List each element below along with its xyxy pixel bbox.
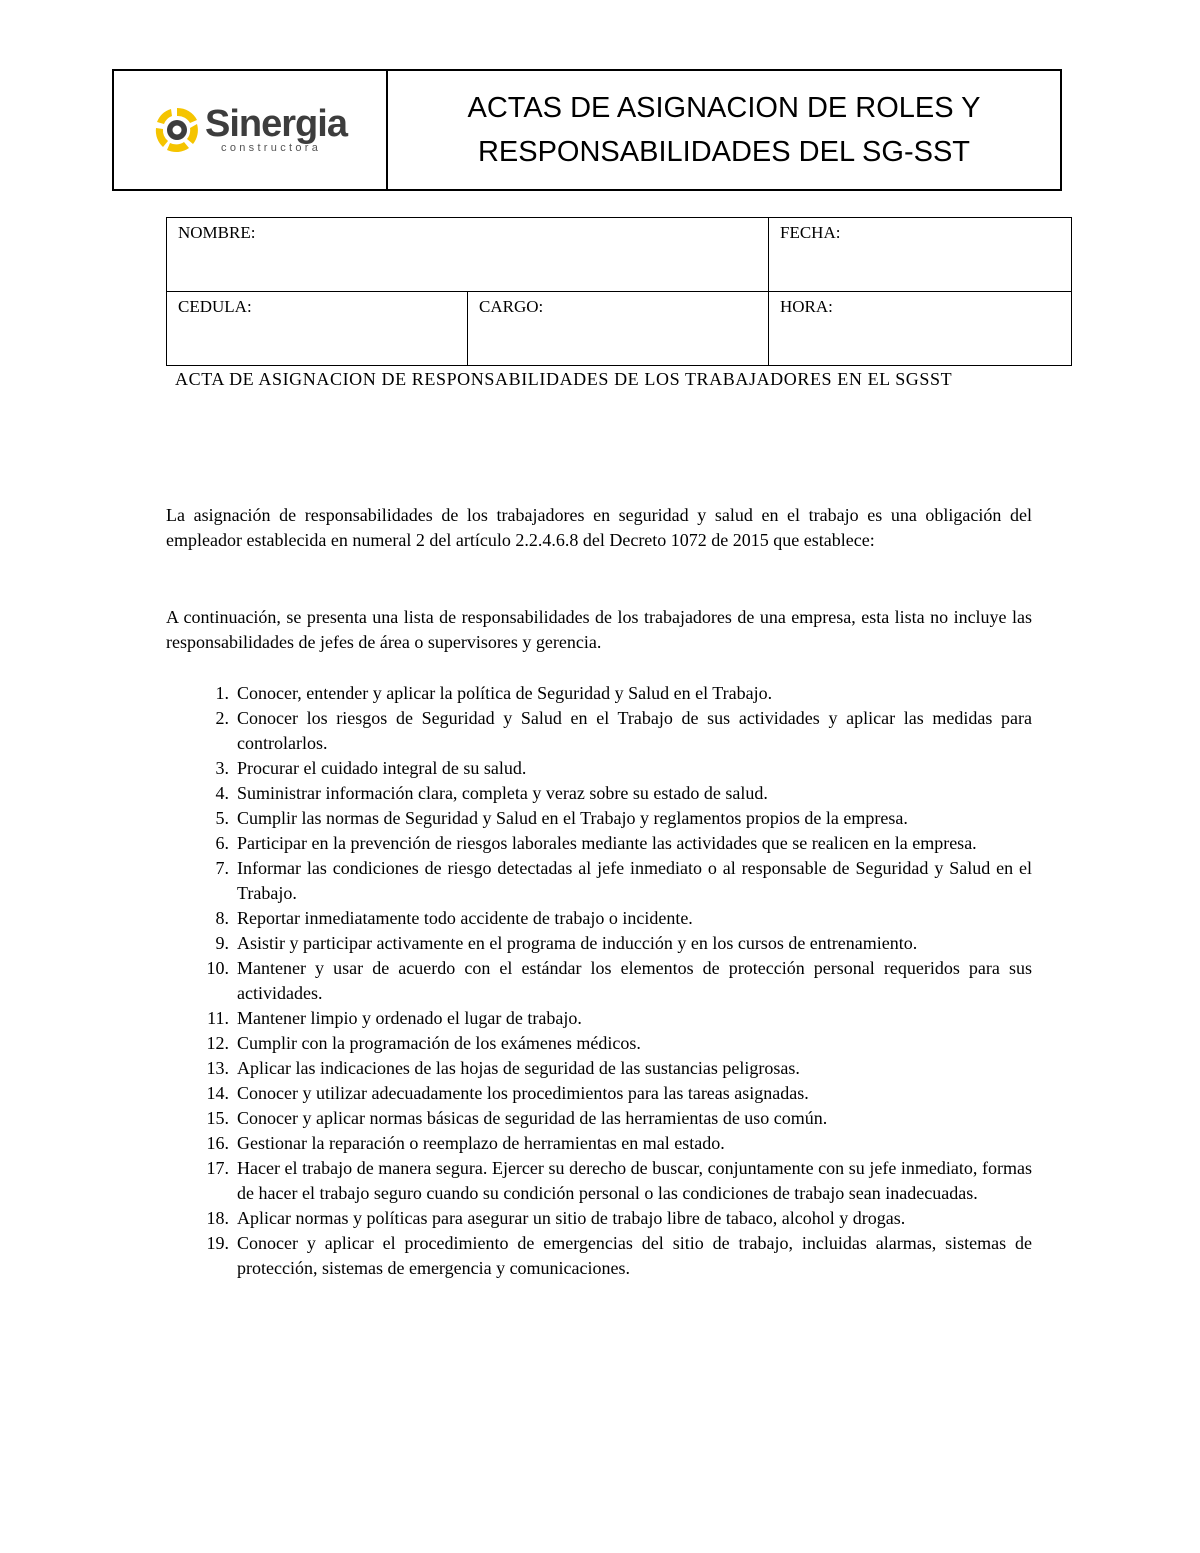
list-item-text: Conocer los riesgos de Seguridad y Salud en el Trabajo de sus actividades y aplicar las medidas para controlarlos. xyxy=(237,708,1032,753)
section-heading xyxy=(166,367,1032,392)
list-item-text: Conocer y aplicar el procedimiento de emergencias del sitio de trabajo, incluidas alarmas, sistemas de protección, sistemas de emergencia y comunicaciones. xyxy=(237,1233,1032,1278)
list-item-number: 16. xyxy=(206,1133,229,1153)
list-item xyxy=(166,906,1032,931)
list-item xyxy=(166,781,1032,806)
cedula-label: CEDULA: xyxy=(178,297,252,316)
list-item-number: 7. xyxy=(215,858,229,878)
list-item xyxy=(166,956,1032,1006)
list-item xyxy=(166,681,1032,706)
list-intro-paragraph: A continuación, se presenta una lista de responsabilidades de los trabajadores de una empresa, esta lista no incluye las responsabilidades de jefes de área o supervisores y gerencia. xyxy=(166,607,1032,652)
document-title xyxy=(467,86,980,174)
list-item xyxy=(166,1206,1032,1231)
sinergia-logo-icon xyxy=(153,104,201,156)
list-item xyxy=(166,706,1032,756)
title-line-2: RESPONSABILIDADES DEL SG-SST xyxy=(477,136,971,168)
list-item xyxy=(166,1081,1032,1106)
list-item-text: Cumplir las normas de Seguridad y Salud en el Trabajo y reglamentos propios de la empresa. xyxy=(237,808,908,828)
cargo-label: CARGO: xyxy=(479,297,544,316)
list-item-text: Hacer el trabajo de manera segura. Ejercer su derecho de buscar, conjuntamente con su jefe inmediato, formas de hacer el trabajo seguro cuando su condición personal o las condiciones de trabajo sean inadecuadas. xyxy=(237,1158,1032,1203)
list-item xyxy=(166,1106,1032,1131)
list-item-number: 11. xyxy=(207,1008,229,1028)
list-item-number: 18. xyxy=(206,1208,229,1228)
list-item-number: 15. xyxy=(206,1108,229,1128)
document-header xyxy=(112,69,1062,191)
list-item-number: 3. xyxy=(215,758,229,778)
title-cell xyxy=(388,71,1060,189)
list-item-number: 19. xyxy=(206,1233,229,1253)
fecha-label: FECHA: xyxy=(780,223,841,242)
logo-cell xyxy=(114,71,388,189)
list-item xyxy=(166,756,1032,781)
cargo-field[interactable] xyxy=(468,292,769,366)
list-item-text: Participar en la prevención de riesgos laborales mediante las actividades que se realicen en la empresa. xyxy=(237,833,977,853)
list-item-text: Procurar el cuidado integral de su salud. xyxy=(237,758,527,778)
list-item-number: 8. xyxy=(215,908,229,928)
list-item-number: 1. xyxy=(215,683,229,703)
list-item-text: Cumplir con la programación de los exámenes médicos. xyxy=(237,1033,641,1053)
title-line-1: ACTAS DE ASIGNACION DE ROLES Y xyxy=(467,92,981,124)
list-item xyxy=(166,931,1032,956)
list-item-number: 2. xyxy=(215,708,229,728)
intro-paragraph: La asignación de responsabilidades de los trabajadores en seguridad y salud en el trabajo es una obligación del empleador establecida en numeral 2 del artículo 2.2.4.6.8 del Decreto 1072 de 2015 que establece: xyxy=(166,505,1032,550)
nombre-field[interactable] xyxy=(167,218,769,292)
list-item-text: Conocer, entender y aplicar la política de Seguridad y Salud en el Trabajo. xyxy=(237,683,773,703)
list-item xyxy=(166,1006,1032,1031)
list-item xyxy=(166,831,1032,856)
list-item xyxy=(166,1231,1032,1281)
list-item-text: Suministrar información clara, completa y veraz sobre su estado de salud. xyxy=(237,783,768,803)
list-item-text: Aplicar las indicaciones de las hojas de seguridad de las sustancias peligrosas. xyxy=(237,1058,800,1078)
hora-field[interactable] xyxy=(769,292,1072,366)
list-item-text: Mantener y usar de acuerdo con el estándar los elementos de protección personal requeridos para sus actividades. xyxy=(237,958,1032,1003)
list-item-text: Informar las condiciones de riesgo detectadas al jefe inmediato o al responsable de Seguridad y Salud en el Trabajo. xyxy=(237,858,1032,903)
list-item xyxy=(166,1156,1032,1206)
brand-name: Sinergia xyxy=(205,103,347,145)
list-item xyxy=(166,1056,1032,1081)
list-item-number: 4. xyxy=(215,783,229,803)
list-item-text: Aplicar normas y políticas para asegurar un sitio de trabajo libre de tabaco, alcohol y drogas. xyxy=(237,1208,906,1228)
list-item-number: 5. xyxy=(215,808,229,828)
list-item-text: Asistir y participar activamente en el programa de inducción y en los cursos de entrenamiento. xyxy=(237,933,918,953)
list-item-number: 12. xyxy=(206,1033,229,1053)
list-item-number: 10. xyxy=(206,958,229,978)
list-item-number: 6. xyxy=(215,833,229,853)
company-logo xyxy=(153,104,347,156)
list-item xyxy=(166,1031,1032,1056)
nombre-label: NOMBRE: xyxy=(178,223,256,242)
list-item-text: Gestionar la reparación o reemplazo de herramientas en mal estado. xyxy=(237,1133,725,1153)
section-heading-text: ACTA DE ASIGNACION DE RESPONSABILIDADES DE LOS TRABAJADORES EN EL SGSST xyxy=(175,369,953,389)
list-item-text: Mantener limpio y ordenado el lugar de trabajo. xyxy=(237,1008,582,1028)
brand-subtitle: constructora xyxy=(221,142,322,154)
hora-label: HORA: xyxy=(780,297,833,316)
info-form-table xyxy=(166,217,1072,366)
cedula-field[interactable] xyxy=(167,292,468,366)
list-item-text: Conocer y aplicar normas básicas de seguridad de las herramientas de uso común. xyxy=(237,1108,828,1128)
list-item-number: 14. xyxy=(206,1083,229,1103)
fecha-field[interactable] xyxy=(769,218,1072,292)
list-item xyxy=(166,1131,1032,1156)
list-item-text: Conocer y utilizar adecuadamente los procedimientos para las tareas asignadas. xyxy=(237,1083,809,1103)
list-item xyxy=(166,806,1032,831)
list-item xyxy=(166,856,1032,906)
responsibilities-list xyxy=(166,681,1032,1281)
list-item-text: Reportar inmediatamente todo accidente de trabajo o incidente. xyxy=(237,908,693,928)
list-item-number: 17. xyxy=(206,1158,229,1178)
list-item-number: 13. xyxy=(206,1058,229,1078)
list-item-number: 9. xyxy=(215,933,229,953)
